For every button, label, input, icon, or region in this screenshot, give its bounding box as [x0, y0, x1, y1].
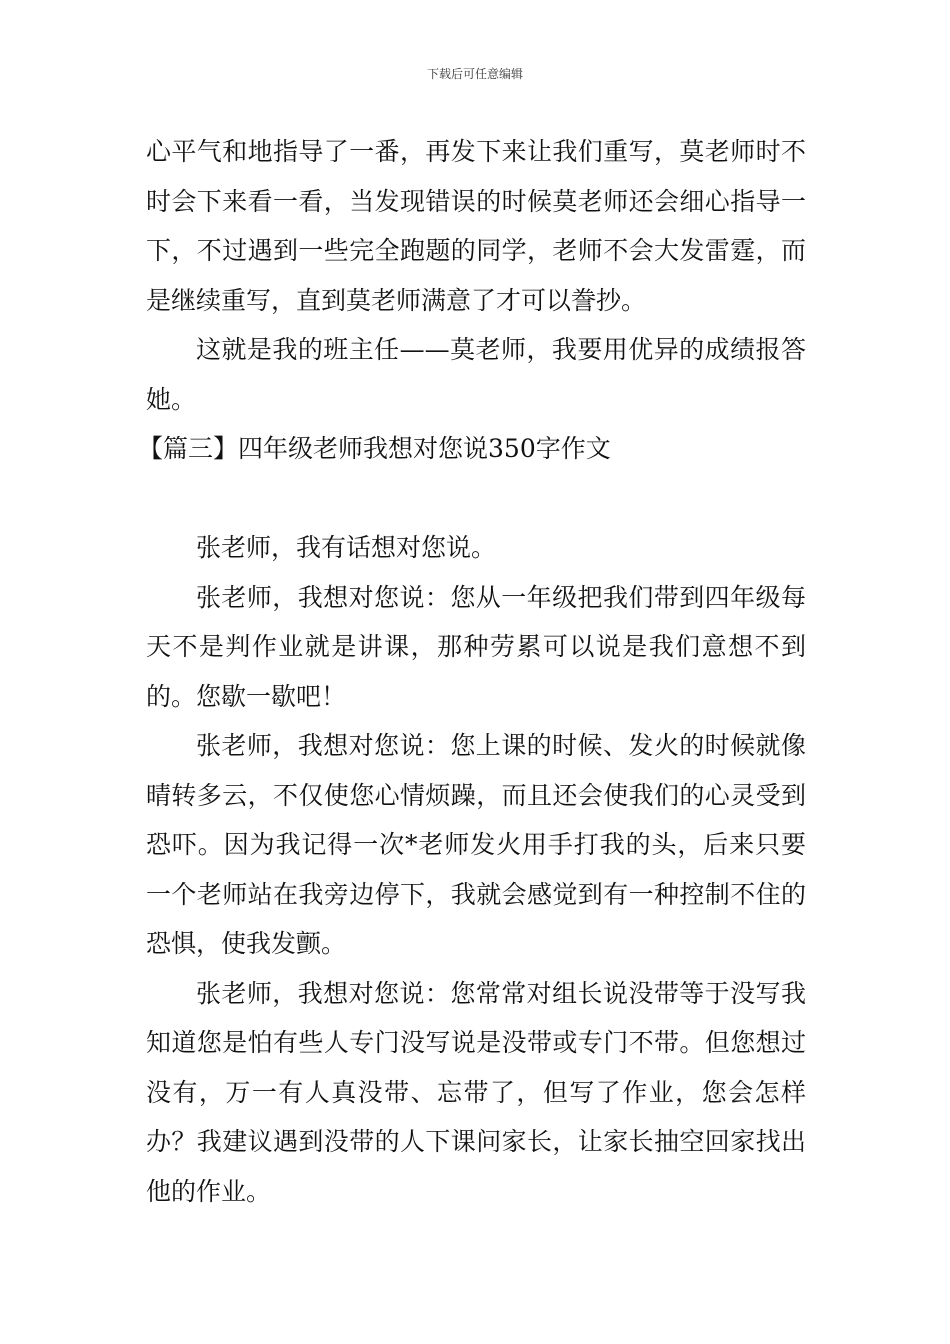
paragraph: 张老师，我想对您说：您从一年级把我们带到四年级每天不是判作业就是讲课，那种劳累可以说是我们意想不到的。您歇一歇吧！ — [146, 582, 806, 711]
paragraph: 张老师，我有话想对您说。 — [196, 533, 497, 562]
document-body — [138, 127, 806, 1216]
paragraph: 这就是我的班主任——莫老师，我要用优异的成绩报答她。 — [146, 335, 806, 414]
page-header: 下载后可任意编辑 — [426, 67, 523, 81]
section-title: 【篇三】四年级老师我想对您说350字作文 — [138, 434, 611, 463]
paragraph: 心平气和地指导了一番，再发下来让我们重写，莫老师时不时会下来看一看，当发现错误的时候莫老师还会细心指导一下，不过遇到一些完全跑题的同学，老师不会大发雷霆，而是继续重写，直到莫老师满意了才可以誊抄。 — [146, 137, 806, 315]
paragraph: 张老师，我想对您说：您上课的时候、发火的时候就像晴转多云，不仅使您心情烦躁，而且还会使我们的心灵受到恐吓。因为我记得一次*老师发火用手打我的头，后来只要一个老师站在我旁边停下，我就会感觉到有一种控制不住的恐惧，使我发颤。 — [146, 731, 806, 958]
paragraph: 张老师，我想对您说：您常常对组长说没带等于没写我知道您是怕有些人专门没写说是没带或专门不带。但您想过没有，万一有人真没带、忘带了，但写了作业，您会怎样办？我建议遇到没带的人下课问家长，让家长抽空回家找出他的作业。 — [146, 978, 806, 1206]
